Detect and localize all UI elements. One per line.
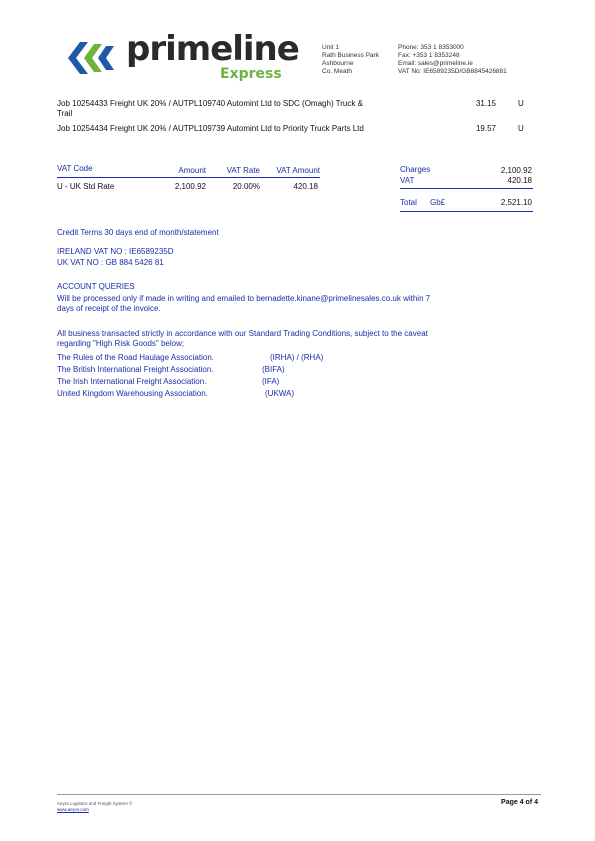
- association-abbr: (IRHA) / (RHA): [270, 353, 324, 362]
- vat-label: VAT: [400, 176, 415, 185]
- totals-bottom-rule: [400, 211, 533, 212]
- company-address: [322, 44, 379, 76]
- job-row: [57, 99, 437, 119]
- vat-row-code: U - UK Std Rate: [57, 182, 115, 191]
- job-description-cont: Trail: [57, 109, 73, 118]
- contact-line: Email: sales@primeline.ie: [398, 60, 473, 67]
- queries-line: days of receipt of the invoice.: [57, 304, 161, 313]
- vat-table-rule: [57, 177, 320, 178]
- job-amount: 31.15: [475, 99, 496, 108]
- account-queries-text: [57, 294, 537, 314]
- job-vat-code: U: [518, 124, 524, 133]
- contact-line: Phone: 353 1 8353000: [398, 44, 464, 51]
- job-row: [57, 124, 447, 134]
- association-name: The British International Freight Association.: [57, 365, 214, 374]
- footer-rule: [57, 794, 541, 795]
- association-abbr: (UKWA): [265, 389, 295, 398]
- job-amount: 19.57: [475, 124, 496, 133]
- total-label: Total: [400, 198, 417, 207]
- address-line: Unit 1: [322, 44, 339, 51]
- vat-row-vat-amount: 420.18: [293, 182, 318, 191]
- address-line: Co. Meath: [322, 68, 352, 75]
- page-number: Page 4 of 4: [501, 799, 538, 806]
- job-description: Job 10254434 Freight UK 20% / AUTPL109739 Automint Ltd to Priority Truck Parts Ltd: [57, 124, 364, 133]
- business-line: All business transacted strictly in accordance with our Standard Trading Conditions, subject to the caveat: [57, 329, 428, 338]
- uk-vat-number: UK VAT NO : GB 884 5426 81: [57, 258, 164, 267]
- total-currency: Gb£: [430, 198, 446, 207]
- charges-value: 2,100.92: [500, 166, 532, 175]
- association-name: The Irish International Freight Association.: [57, 377, 207, 386]
- vat-header-code: VAT Code: [57, 164, 93, 173]
- job-description: Job 10254433 Freight UK 20% / AUTPL109740 Automint Ltd to SDC (Omagh) Truck &: [57, 99, 363, 108]
- contact-line: VAT No: IE6589235D/GB8845426881: [398, 68, 507, 75]
- charges-label: Charges: [400, 165, 431, 174]
- business-terms: [57, 329, 537, 349]
- credit-terms: Credit Terms 30 days end of month/statement: [57, 228, 219, 237]
- association-abbr: (BIFA): [262, 365, 285, 374]
- logo-diamond-icon: [66, 38, 118, 78]
- brand-name: primeline: [126, 29, 299, 69]
- vat-header-rate: VAT Rate: [226, 166, 260, 175]
- vat-header-amount: Amount: [178, 166, 206, 175]
- queries-line: Will be processed only if made in writing and emailed to bernadette.kinane@primelinesales.co.uk within 7: [57, 294, 431, 303]
- account-queries-heading: ACCOUNT QUERIES: [57, 282, 135, 291]
- company-contact: [398, 44, 507, 76]
- footer-website-link[interactable]: www.aeyra.com: [57, 807, 89, 812]
- business-line: regarding "High Risk Goods" below;: [57, 339, 185, 348]
- ireland-vat-number: IRELAND VAT NO : IE6589235D: [57, 247, 174, 256]
- total-value: 2,521.10: [500, 198, 532, 207]
- association-name: The Rules of the Road Haulage Association.: [57, 353, 214, 362]
- brand-subtitle: Express: [220, 66, 282, 82]
- job-vat-code: U: [518, 99, 524, 108]
- totals-rule: [400, 188, 533, 189]
- association-name: United Kingdom Warehousing Association.: [57, 389, 208, 398]
- contact-line: Fax: +353 1 8353248: [398, 52, 460, 59]
- association-abbr: (IFA): [262, 377, 280, 386]
- address-line: Rath Business Park: [322, 52, 380, 59]
- footer-software-credit: Aeyra Logistics and Freight System ©: [57, 801, 133, 806]
- vat-row-rate: 20.00%: [232, 182, 260, 191]
- vat-header-vat-amount: VAT Amount: [276, 166, 320, 175]
- address-line: Ashbourne: [322, 60, 354, 67]
- vat-value: 420.18: [507, 176, 532, 185]
- vat-row-amount: 2,100.92: [174, 182, 206, 191]
